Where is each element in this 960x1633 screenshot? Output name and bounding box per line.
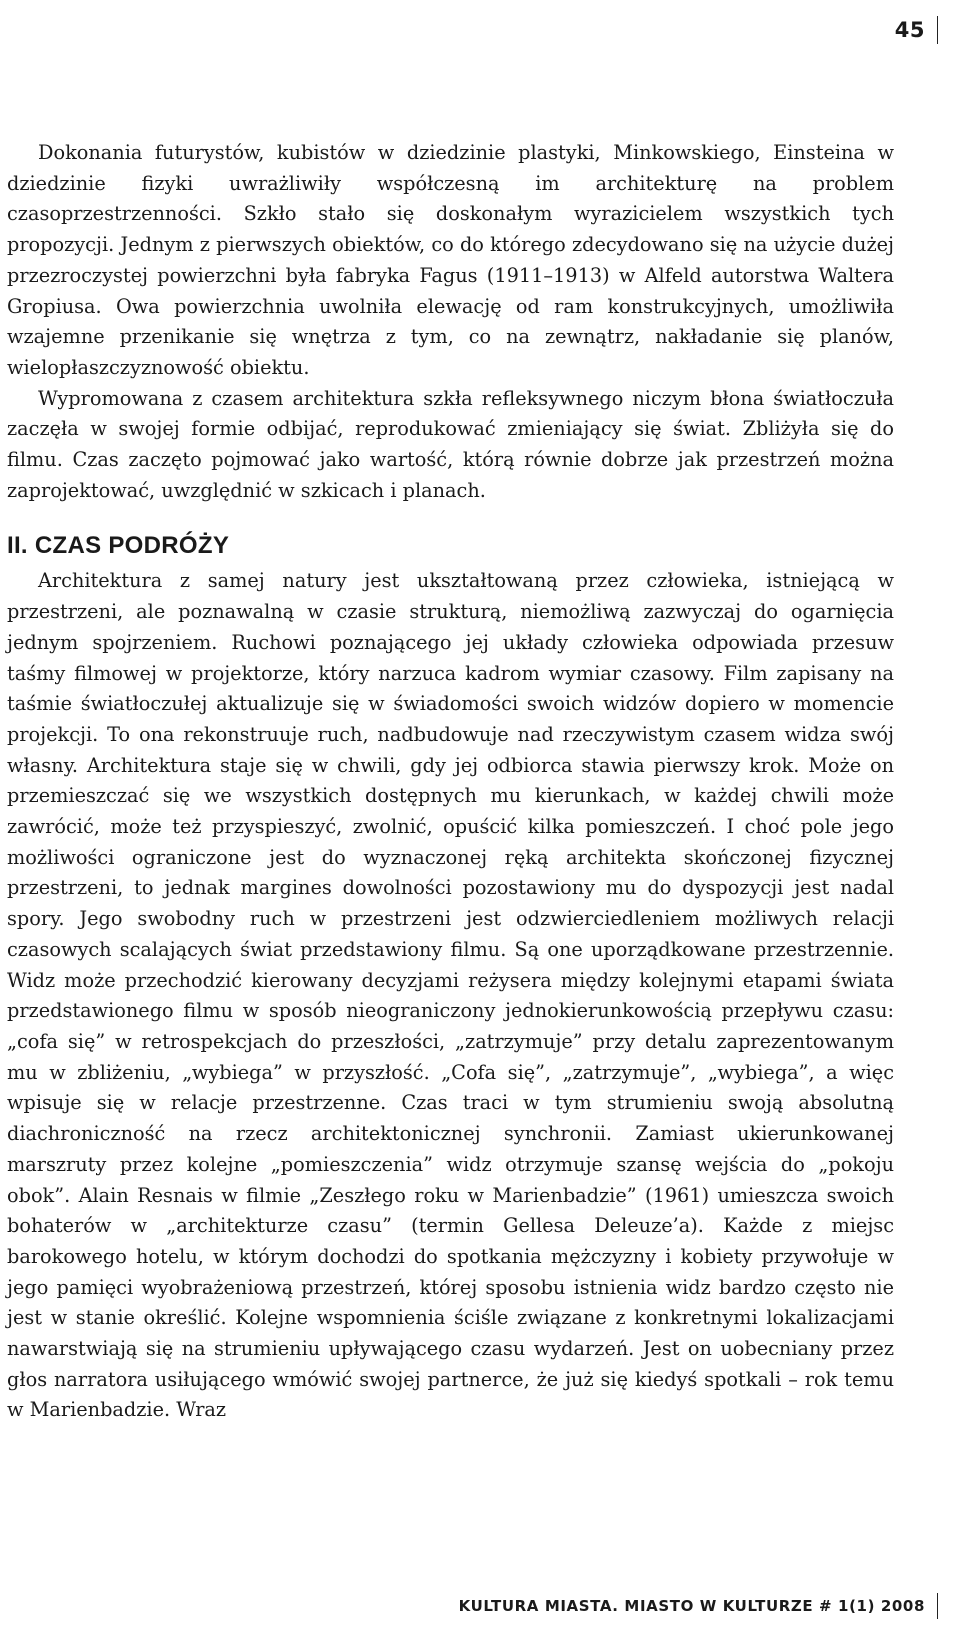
page-number: 45	[895, 16, 938, 44]
paragraph-intro-2: Wypromowana z czasem architektura szkła refleksywnego niczym błona światłoczuła zaczęła w swojej formie odbijać, reprodukować zmieniający się świat. Zbliżyła się do filmu. Czas zaczęto pojmować jako wartość, którą równie dobrze jak przestrzeń można zaprojektować, uwzględnić w szkicach i planach.	[7, 386, 894, 502]
paragraph-intro-1: Dokonania futurystów, kubistów w dziedzinie plastyki, Minkowskiego, Einsteina w dziedzinie fizyki uwrażliwiły współczesną im architekturę na problem czasoprzestrzenności. Szkło stało się doskonałym wyrazicielem wszystkich tych propozycji. Jednym z pierwszych obiektów, co do którego zdecydowano się na użycie dużej przezroczystej powierzchni była fabryka Fagus (1911–1913) w Alfeld autorstwa Waltera Gropiusa. Owa powierzchnia uwolniła elewację od ram konstrukcyjnych, umożliwiła wzajemne przenikanie się wnętrza z tym, co na zewnątrz, nakładanie się planów, wielopłaszczyznowość obiektu.	[7, 141, 894, 379]
paragraph-section-1: Architektura z samej natury jest ukształtowaną przez człowieka, istniejącą w przestrzeni, ale poznawalną w czasie strukturą, niemożliwą zazwyczaj do ogarnięcia jednym spojrzeniem. Ruchowi poznającego jej układy człowieka odpowiada przesuw taśmy filmowej w projektorze, który narzuca kadrom wymiar czasowy. Film zapisany na taśmie światłoczułej aktualizuje się w świadomości swoich widzów dopiero w momencie projekcji. To ona rekonstruuje ruch, nadbudowuje nad rzeczywistym czasem widza swój własny. Architektura staje się w chwili, gdy jej odbiorca stawia pierwszy krok. Może on przemieszczać się we wszystkich dostępnych mu kierunkach, w każdej chwili może zawrócić, może też przyspieszyć, zwolnić, opuścić kilka pomieszczeń. I choć pole jego możliwości ograniczone jest do wyznaczonej ręką architekta skończonej fizycznej przestrzeni, to jednak margines dowolności pozostawiony mu do dyspozycji jest nadal spory. Jego swobodny ruch w przestrzeni jest odzwierciedleniem możliwych relacji czasowych scalających świat przedstawiony filmu. Są one uporządkowane przestrzennie. Widz może przechodzić kierowany decyzjami reżysera między kolejnymi etapami świata przedstawionego filmu w sposób nieograniczony jednokierunkowością przepływu czasu: „cofa się” w retrospekcjach do przeszłości, „zatrzymuje” przy detalu zaprezentowanym mu w zbliżeniu, „wybiega” w przyszłość. „Cofa się”, „zatrzymuje”, „wybiega”, a więc wpisuje się w relacje przestrzenne. Czas traci w tym strumieniu swoją absolutną diachroniczność na rzecz architektonicznej synchronii. Zamiast ukierunkowanej marszruty przez kolejne „pomieszczenia” widz otrzymuje szansę wejścia do „pokoju obok”. Alain Resnais w filmie „Zeszłego roku w Marienbadzie” (1961) umieszcza swoich bohaterów w „architekturze czasu” (termin Gellesa Deleuze’a). Każde z miejsc barokowego hotelu, w którym dochodzi do spotkania mężczyzny i kobiety przywołuje w jego pamięci wyobrażeniową przestrzeń, której sposobu istnienia widz bardzo często nie jest w stanie określić. Kolejne wspomnienia ściśle związane z konkretnymi lokalizacjami nawarstwiają się na strumieniu upływającego czasu wydarzeń. Jest on uobecniany przez głos narratora usiłującego wmówić swojej partnerce, że już się kiedyś spotkali – rok temu w Marienbadzie. Wraz	[7, 569, 894, 1422]
section-heading: II. CZAS PODRÓŻY	[7, 532, 230, 560]
journal-footer: KULTURA MIASTA. MIASTO W KULTURZE # 1(1) 2008	[459, 1593, 938, 1619]
article-body	[7, 138, 894, 1426]
